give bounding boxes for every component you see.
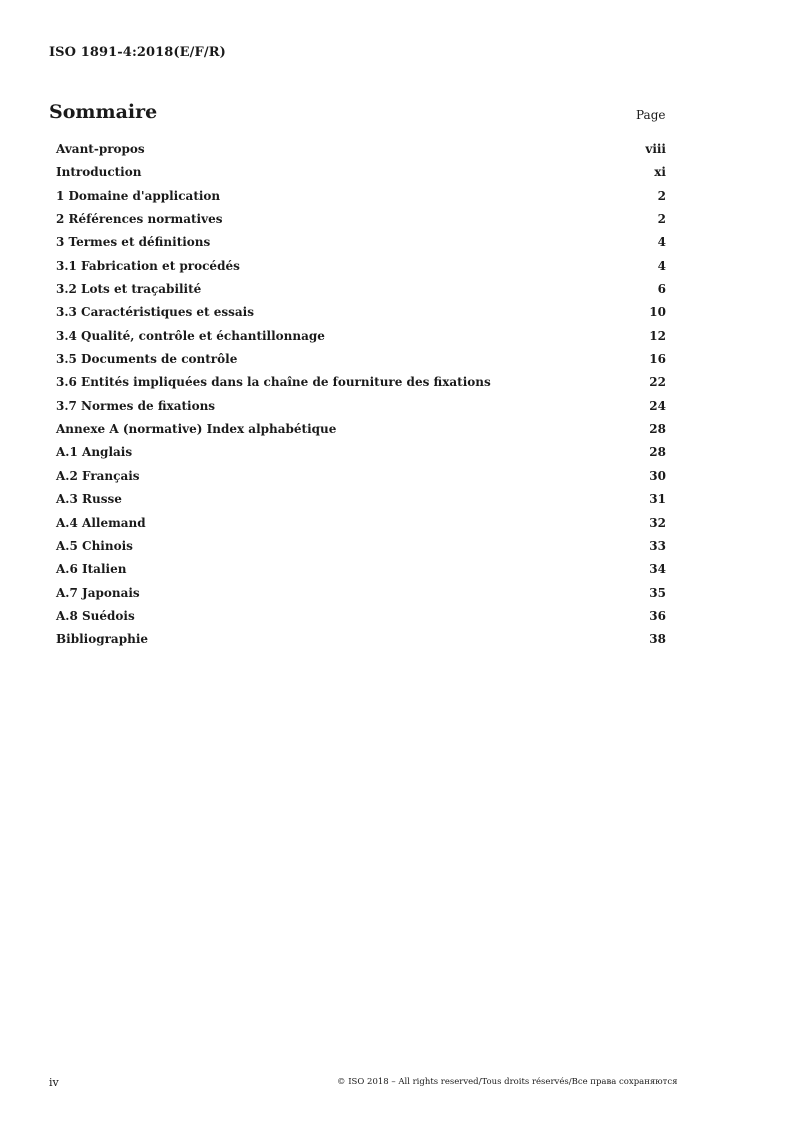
toc-entry-title: A.2 Français <box>56 468 140 483</box>
toc-entry[interactable] <box>56 142 666 165</box>
toc-entry-title: Annexe A (normative) Index alphabétique <box>56 422 337 437</box>
toc-entry-title: 3.5 Documents de contrôle <box>56 352 238 367</box>
toc-entry-page: 22 <box>649 375 666 390</box>
toc-entry[interactable] <box>56 165 666 188</box>
toc-entry[interactable] <box>56 399 666 422</box>
toc-entry-title: 1 Domaine d'application <box>56 188 221 203</box>
document-id: ISO 1891-4:2018(E/F/R) <box>49 45 226 60</box>
toc-entry-title: A.4 Allemand <box>56 515 146 530</box>
toc-entry-title: A.1 Anglais <box>56 445 133 460</box>
toc-entry[interactable] <box>56 562 666 585</box>
toc-entry-title: Introduction <box>56 165 142 180</box>
toc-entry-page: viii <box>645 142 666 156</box>
toc-entry-title: 3.2 Lots et traçabilité <box>56 282 202 297</box>
toc-entry-page: 33 <box>649 538 666 553</box>
toc-entry[interactable] <box>56 492 666 515</box>
toc-entry-page: 4 <box>657 258 666 273</box>
toc-entry-page: 35 <box>649 585 666 600</box>
toc-entry-page: 10 <box>649 305 666 320</box>
toc-entry[interactable] <box>56 539 666 562</box>
toc-entry-page: 28 <box>649 422 666 437</box>
toc-entry[interactable] <box>56 375 666 398</box>
toc-entry-page: 2 <box>657 212 666 227</box>
toc-entry-page: xi <box>654 165 666 180</box>
toc-entry-page: 24 <box>649 398 666 413</box>
toc-entry[interactable] <box>56 282 666 305</box>
toc-entry[interactable] <box>56 609 666 632</box>
toc-entry[interactable] <box>56 445 666 468</box>
page-column-label: Page <box>636 108 666 122</box>
toc-entry-title: Bibliographie <box>56 632 149 647</box>
toc-entry[interactable] <box>56 189 666 212</box>
toc-entry[interactable] <box>56 212 666 235</box>
footer-copyright: © ISO 2018 – All rights reserved/Tous droits réservés/Все права сохраняются <box>337 1077 678 1087</box>
toc-entry-title: A.7 Japonais <box>56 585 140 600</box>
footer-page-number: iv <box>49 1076 59 1089</box>
toc-entry[interactable] <box>56 352 666 375</box>
toc-entry-title: 3 Termes et définitions <box>56 235 211 250</box>
toc-entry-page: 4 <box>657 235 666 250</box>
toc-entry-title: A.6 Italien <box>56 562 127 577</box>
toc-entry[interactable] <box>56 422 666 445</box>
toc-entry[interactable] <box>56 469 666 492</box>
toc-entry-title: 3.1 Fabrication et procédés <box>56 258 240 273</box>
toc-entry[interactable] <box>56 259 666 282</box>
toc-entry[interactable] <box>56 632 666 655</box>
toc-entry-page: 12 <box>649 328 666 343</box>
toc-entry-page: 34 <box>649 562 666 577</box>
toc-entry-title: A.8 Suédois <box>56 608 135 623</box>
toc-entry-title: 3.4 Qualité, contrôle et échantillonnage <box>56 328 325 343</box>
toc-entry-title: 2 Références normatives <box>56 212 223 227</box>
toc-heading: Sommaire <box>49 101 158 123</box>
toc-entry[interactable] <box>56 586 666 609</box>
toc-entry-title: A.3 Russe <box>56 492 122 507</box>
toc-entry-page: 2 <box>657 188 666 203</box>
toc-entry-page: 6 <box>657 282 666 297</box>
toc-entry-page: 31 <box>649 492 666 507</box>
toc-entry[interactable] <box>56 305 666 328</box>
toc-entry-title: 3.3 Caractéristiques et essais <box>56 305 254 320</box>
toc-entry[interactable] <box>56 516 666 539</box>
toc-entry[interactable] <box>56 235 666 258</box>
toc-entry-page: 36 <box>649 608 666 623</box>
toc-entry[interactable] <box>56 329 666 352</box>
toc-entry-title: Avant-propos <box>56 142 145 156</box>
toc-entry-page: 32 <box>649 515 666 530</box>
toc-list <box>56 142 666 656</box>
toc-entry-page: 16 <box>649 352 666 367</box>
toc-entry-page: 28 <box>649 445 666 460</box>
toc-entry-title: 3.6 Entités impliquées dans la chaîne de fourniture des fixations <box>56 375 491 390</box>
toc-entry-page: 30 <box>649 468 666 483</box>
toc-entry-page: 38 <box>649 632 666 647</box>
toc-entry-title: A.5 Chinois <box>56 538 133 553</box>
toc-entry-title: 3.7 Normes de fixations <box>56 398 216 413</box>
